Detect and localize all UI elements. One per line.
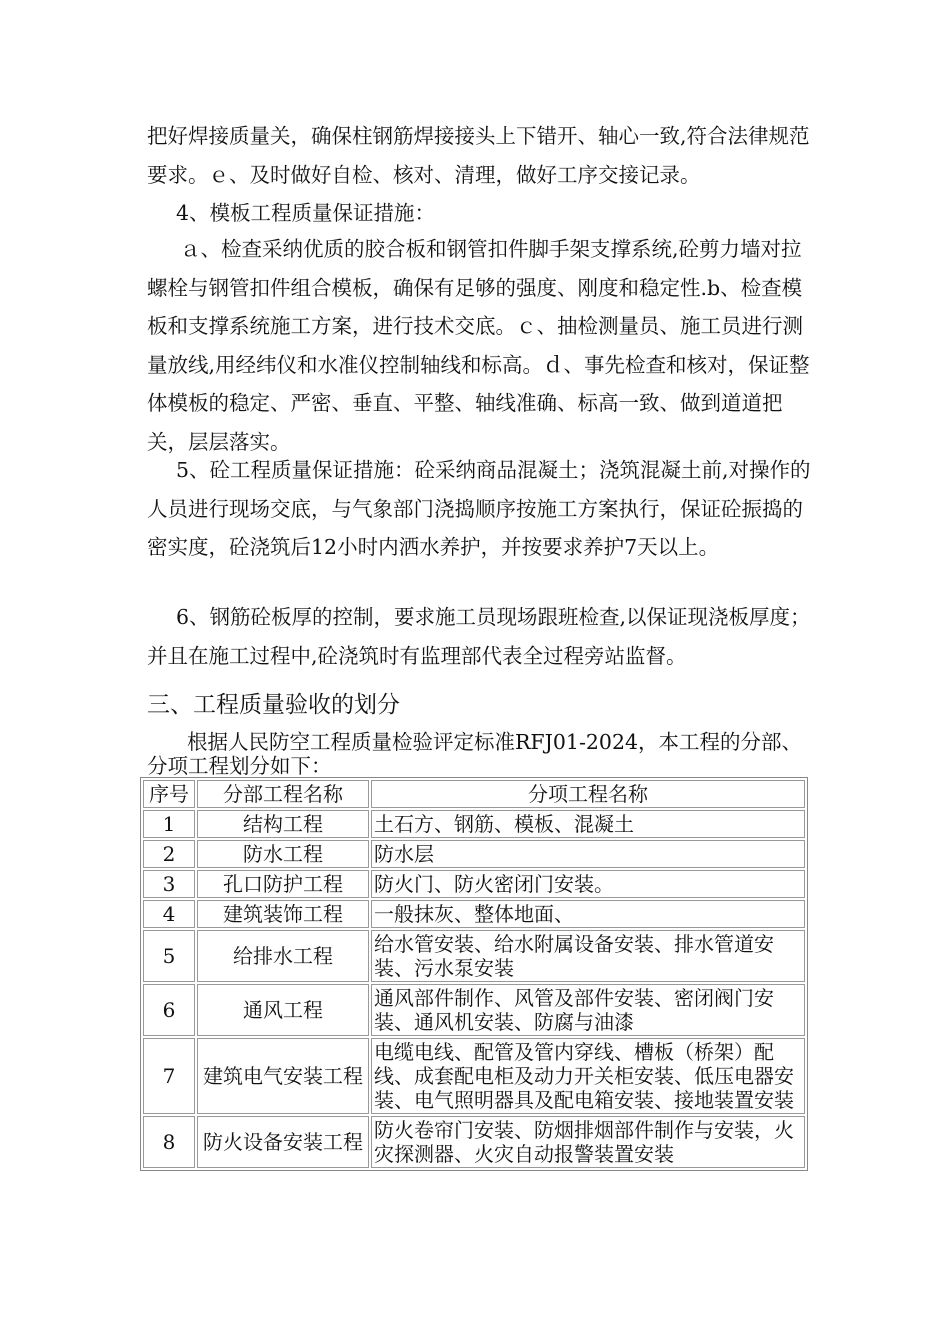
- paragraph-formwork-measures: ａ、检查采纳优质的胶合板和钢管扣件脚手架支撑系统,砼剪力墙对拉螺栓与钢管扣件组合模板，确保有足够的强度、刚度和稳定性.b、检查模板和支撑系统施工方案，进行技术交底。ｃ、抽检测量员、施工员进行测量放线,用经纬仪和水准仪控制轴线和标高。ｄ、事先检查和核对，保证整体模板的稳定、严密、垂直、平整、轴线准确、标高一致、做到道道把关，层层落实。: [147, 237, 810, 454]
- cell-division: 建筑装饰工程: [197, 900, 369, 928]
- header-subdivision: 分项工程名称: [371, 780, 805, 808]
- division-table: [140, 777, 808, 1171]
- cell-division: 建筑电气安装工程: [197, 1038, 369, 1114]
- cell-division: 给排水工程: [197, 930, 369, 982]
- cell-division: 通风工程: [197, 984, 369, 1036]
- cell-serial: 1: [143, 810, 195, 838]
- header-division: 分部工程名称: [197, 780, 369, 808]
- table-row: [143, 1038, 805, 1114]
- table-row: [143, 870, 805, 898]
- table-row: [143, 840, 805, 868]
- cell-serial: 8: [143, 1116, 195, 1168]
- cell-division: 防火设备安装工程: [197, 1116, 369, 1168]
- cell-serial: 4: [143, 900, 195, 928]
- cell-subdivision: 一般抹灰、整体地面、: [371, 900, 805, 928]
- cell-division: 防水工程: [197, 840, 369, 868]
- cell-subdivision: 防水层: [371, 840, 805, 868]
- header-serial: 序号: [143, 780, 195, 808]
- cell-subdivision: 防火卷帘门安装、防烟排烟部件制作与安装，火灾探测器、火灾自动报警装置安装: [371, 1116, 805, 1168]
- table-row: [143, 810, 805, 838]
- cell-serial: 2: [143, 840, 195, 868]
- table-row: [143, 1116, 805, 1168]
- table-row: [143, 984, 805, 1036]
- paragraph-slab-thickness: 6、钢筋砼板厚的控制，要求施工员现场跟班检查,以保证现浇板厚度；并且在施工过程中,砼浇筑时有监理部代表全过程旁站监督。: [147, 605, 811, 668]
- cell-division: 结构工程: [197, 810, 369, 838]
- cell-serial: 7: [143, 1038, 195, 1114]
- paragraph-welding-quality: 把好焊接质量关，确保柱钢筋焊接接头上下错开、轴心一致,符合法律规范要求。ｅ、及时做好自检、核对、清理，做好工序交接记录。: [147, 124, 810, 187]
- section-heading: 三、工程质量验收的划分: [147, 692, 400, 718]
- cell-serial: 6: [143, 984, 195, 1036]
- cell-subdivision: 电缆电线、配管及管内穿线、槽板（桥架）配线、成套配电柜及动力开关柜安装、低压电器安装、电气照明器具及配电箱安装、接地装置安装: [371, 1038, 805, 1114]
- paragraph-concrete-measures: 5、砼工程质量保证措施：砼采纳商品混凝土；浇筑混凝土前,对操作的人员进行现场交底，与气象部门浇捣顺序按施工方案执行，保证砼振捣的密实度，砼浇筑后12小时内洒水养护，并按要求养护7天以上。: [147, 458, 811, 559]
- paragraph-formwork-heading: 4、模板工程质量保证措施：: [176, 201, 436, 225]
- cell-subdivision: 给水管安装、给水附属设备安装、排水管道安装、污水泵安装: [371, 930, 805, 982]
- cell-serial: 3: [143, 870, 195, 898]
- cell-subdivision: 土石方、钢筋、模板、混凝土: [371, 810, 805, 838]
- table-row: [143, 900, 805, 928]
- cell-division: 孔口防护工程: [197, 870, 369, 898]
- table-header-row: [143, 780, 805, 808]
- cell-subdivision: 通风部件制作、风管及部件安装、密闭阀门安装、通风机安装、防腐与油漆: [371, 984, 805, 1036]
- intro-paragraph: 根据人民防空工程质量检验评定标准RFJ01-2024，本工程的分部、分项工程划分如下：: [147, 730, 803, 778]
- cell-subdivision: 防火门、防火密闭门安装。: [371, 870, 805, 898]
- cell-serial: 5: [143, 930, 195, 982]
- table-row: [143, 930, 805, 982]
